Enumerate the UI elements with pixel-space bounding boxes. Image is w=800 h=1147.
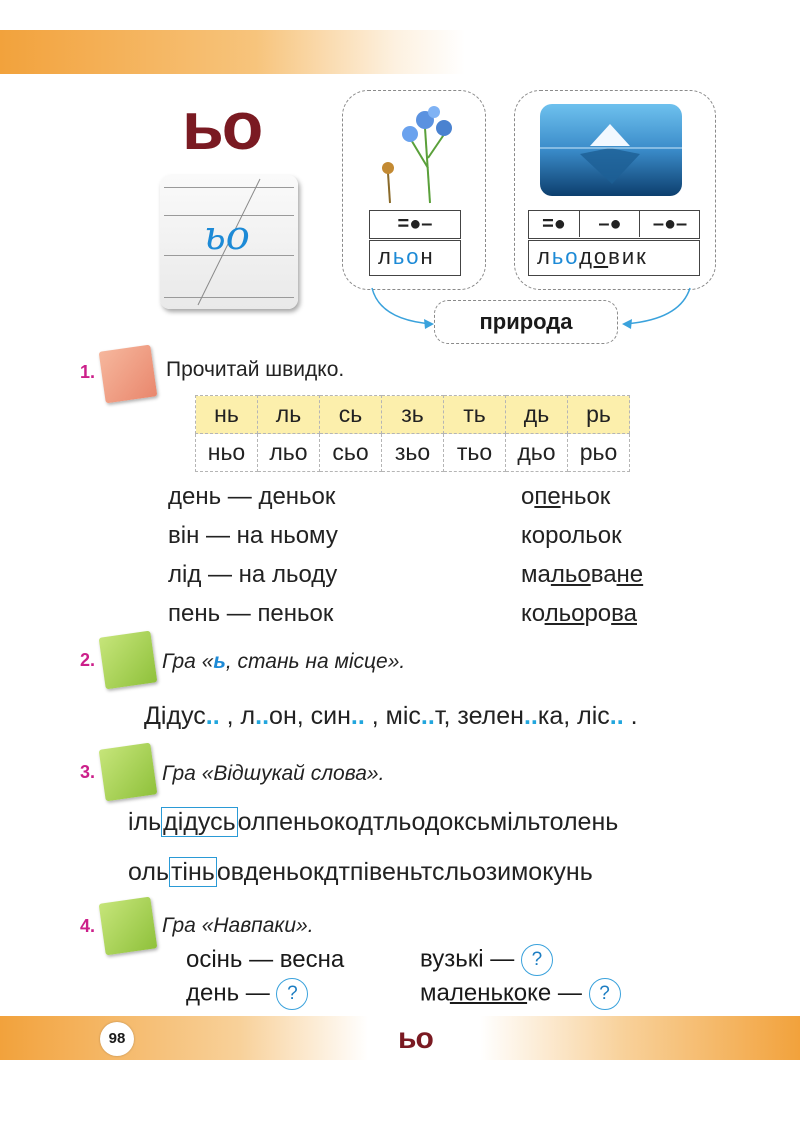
- question-icon: ?: [276, 978, 308, 1010]
- word-list-right: [521, 477, 643, 633]
- table-cell: льо: [258, 434, 320, 472]
- scheme-cell: –●–: [652, 213, 688, 235]
- word-part: н: [420, 244, 435, 269]
- table-cell: рь: [568, 396, 630, 434]
- list-item: пень — пеньок: [168, 600, 334, 627]
- list-item: [521, 555, 643, 594]
- word-list-left: [168, 477, 338, 633]
- sentence-part: .: [623, 702, 638, 730]
- blank-dots: ..: [350, 702, 365, 730]
- word-part-underlined: ва: [611, 600, 637, 627]
- sentence-part: он, син: [269, 702, 351, 730]
- sentence-part: Дідус: [144, 702, 206, 730]
- page-number: 98: [100, 1022, 134, 1056]
- pair-text: день —: [186, 979, 270, 1007]
- table-cell: ль: [258, 396, 320, 434]
- list-item: [521, 516, 643, 555]
- iceberg-icon: [540, 104, 682, 196]
- antonym-pair: [420, 978, 621, 1010]
- list-item: він — на ньому: [168, 522, 338, 549]
- task-title: [162, 650, 405, 674]
- word-part-underlined: пе: [534, 483, 561, 510]
- topic-pill: природа: [434, 300, 618, 344]
- page-title: ьо: [182, 88, 262, 164]
- word-part: ньок: [560, 483, 611, 510]
- word-part: вик: [608, 244, 648, 269]
- question-icon: ?: [589, 978, 621, 1010]
- task-number: 1.: [80, 362, 96, 382]
- letter-cubes-icon: [99, 743, 158, 802]
- word-part: ко: [521, 600, 545, 627]
- header-band: [0, 30, 465, 74]
- pair-text: ке —: [527, 979, 582, 1007]
- blank-dots: ..: [609, 702, 624, 730]
- antonym-pair: [186, 978, 308, 1010]
- word-part-underlined: до: [579, 244, 609, 269]
- table-cell: сь: [320, 396, 382, 434]
- handwritten-letters: ьо: [204, 213, 250, 259]
- word-box-flax: [369, 240, 461, 276]
- letter-cubes-icon: [99, 631, 158, 690]
- antonym-pair: [420, 944, 553, 976]
- sentence-part: т, зелен: [434, 702, 524, 730]
- table-cell: тьо: [444, 434, 506, 472]
- table-cell: рьо: [568, 434, 630, 472]
- blank-dots: ..: [255, 702, 270, 730]
- blank-dots: ..: [523, 702, 538, 730]
- string-part: олпеньокодтльодоксьмільтолень: [237, 808, 619, 836]
- books-icon: [99, 345, 158, 404]
- word-flax: [378, 241, 435, 273]
- word-box-iceberg: [528, 240, 700, 276]
- string-part: іль: [128, 808, 162, 836]
- word-iceberg: [537, 241, 648, 273]
- task-number: 3.: [80, 762, 96, 782]
- sound-scheme-iceberg: [528, 210, 700, 239]
- task-number: 4.: [80, 916, 96, 936]
- string-part: оль: [128, 858, 169, 886]
- word-part: ва: [590, 561, 617, 588]
- footer-letters: ьо: [398, 1022, 433, 1055]
- word-part: ма: [521, 561, 551, 588]
- antonym-pair: осінь — весна: [186, 946, 345, 973]
- question-icon: ?: [521, 944, 553, 976]
- table-cell: зьо: [382, 434, 444, 472]
- syllable-table: [195, 395, 630, 472]
- fill-in-sentence: [144, 702, 638, 731]
- letter-cubes-icon: [99, 897, 158, 956]
- table-cell: сьо: [320, 434, 382, 472]
- task-title: Гра «Відшукай слова».: [162, 762, 385, 785]
- blank-dots: ..: [205, 702, 220, 730]
- word-part-underlined: не: [616, 561, 644, 588]
- word-part: ро: [584, 600, 612, 627]
- string-part: овденьокдтпівеньтсльозимокунь: [216, 858, 593, 886]
- word-part: корольок: [521, 522, 622, 549]
- flax-flower-icon: [370, 98, 460, 208]
- letter-string-2: [128, 858, 593, 887]
- table-cell: зь: [382, 396, 444, 434]
- letter-string-1: [128, 808, 618, 837]
- blank-dots: ..: [420, 702, 435, 730]
- word-part-underlined: льо: [544, 600, 585, 627]
- title-part: Гра «: [162, 650, 214, 673]
- list-item: [521, 594, 643, 633]
- pair-text: ма: [420, 979, 450, 1007]
- table-cell: нь: [196, 396, 258, 434]
- task-number: 2.: [80, 650, 96, 670]
- word-part-highlight: ьо: [551, 244, 580, 269]
- table-cell: ньо: [196, 434, 258, 472]
- list-item: лід — на льоду: [168, 561, 338, 588]
- table-cell: дьо: [506, 434, 568, 472]
- word-part: л: [537, 244, 552, 269]
- list-item: [521, 477, 643, 516]
- copybook-card: [160, 175, 298, 309]
- scheme-cell: =●–: [397, 213, 433, 235]
- pair-text-underlined: ленько: [449, 979, 528, 1007]
- sentence-part: , л: [219, 702, 256, 730]
- sentence-part: , міс: [364, 702, 421, 730]
- task-title: Прочитай швидко.: [166, 358, 345, 381]
- task-title: Гра «Навпаки».: [162, 914, 314, 937]
- list-item: день — деньок: [168, 483, 336, 510]
- sentence-part: ка, ліс: [537, 702, 610, 730]
- word-part-underlined: льо: [550, 561, 591, 588]
- found-word: дідусь: [163, 808, 236, 836]
- word-part: о: [521, 483, 535, 510]
- scheme-cell: –●: [581, 211, 640, 237]
- table-cell: ть: [444, 396, 506, 434]
- title-part: , стань на місце».: [225, 650, 406, 673]
- title-letter: ь: [213, 650, 226, 673]
- found-word: тінь: [170, 858, 215, 886]
- sound-scheme-flax: [369, 210, 461, 239]
- scheme-cell: =●: [529, 211, 580, 237]
- pair-text: вузькі —: [420, 945, 515, 973]
- word-part-highlight: ьо: [392, 244, 421, 269]
- table-cell: дь: [506, 396, 568, 434]
- word-part: л: [378, 244, 393, 269]
